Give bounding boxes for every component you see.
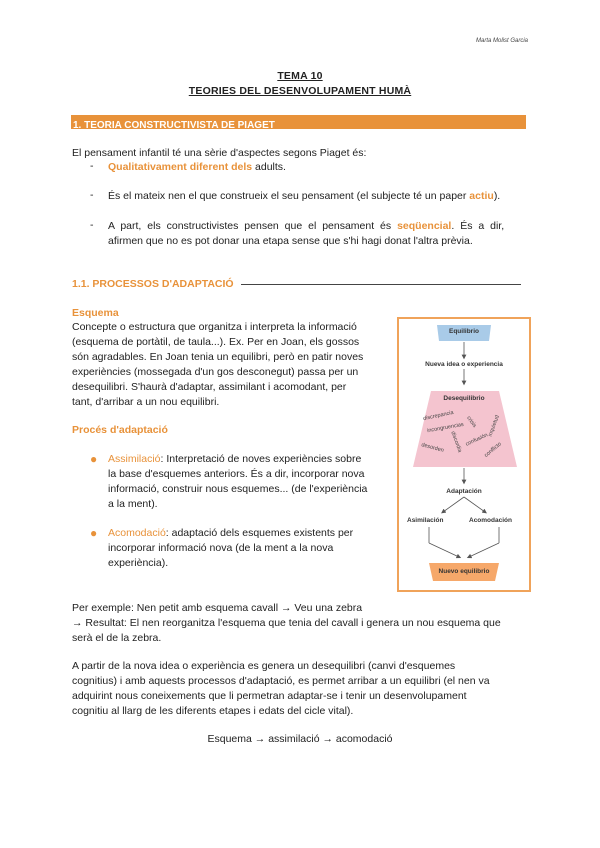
esquema-heading: Esquema	[72, 307, 119, 319]
desequilibrio-label: Desequilibrio	[443, 395, 485, 402]
author-name: Marta Molist Garcia	[475, 38, 528, 44]
aspect-2-end: ).	[493, 190, 501, 202]
summary-line: Esquema → assimilació → acomodació	[207, 733, 393, 745]
adaptation-diagram	[397, 317, 531, 592]
section-heading: 1. TEORIA CONSTRUCTIVISTA DE PIAGET	[73, 120, 275, 131]
bullet-dot: ●	[90, 452, 98, 466]
esquema-line: són agradables. En Joan tenia un equilibri, però en patir noves	[72, 351, 364, 363]
arrow	[429, 543, 459, 557]
dash-bullet: -	[90, 219, 94, 231]
esquema-line: tant, d'arribar a un nou equilibri.	[72, 396, 220, 408]
word-crisis: crisis	[465, 415, 478, 429]
acomodacio-line1	[108, 526, 387, 541]
conclusion-line: cognitiu al llarg de les diferents etapes i edats del cicle vital).	[72, 705, 354, 717]
section-heading-bar	[71, 115, 526, 129]
assimilacio-line1	[108, 452, 387, 467]
assimilacio-term: Assimilació	[108, 453, 161, 465]
adaptacion-label: Adaptación	[446, 488, 482, 495]
arrow	[443, 497, 464, 512]
example-line: serà el de la zebra.	[72, 632, 162, 644]
word-inquietud: inquietud	[487, 414, 501, 438]
esquema-line: Concepte o estructura que organitza i interpreta la informació	[72, 321, 357, 333]
page-title: TEORIES DEL DESENVOLUPAMENT HUMÀ	[188, 85, 412, 97]
equilibrio-label: Equilibrio	[449, 328, 479, 335]
nueva-idea-label: Nueva idea o experiencia	[425, 361, 503, 368]
assimilacio-line: la base d'esquemes anteriors. És a dir, incorporar nova	[108, 468, 365, 480]
word-discordia: discordia	[449, 430, 463, 454]
asimilacion-label: Asimilación	[407, 517, 444, 524]
word-conflicto: conflicto	[483, 441, 503, 459]
aspect-2-highlight: actiu	[469, 190, 494, 202]
aspect-1-highlight: Qualitativament diferent dels	[108, 161, 253, 173]
intro-text: El pensament infantil té una sèrie d'aspectes segons Piaget és:	[72, 147, 367, 159]
example-line: → Resultat: El nen reorganitza l'esquema que tenia del cavall i genera un nou esquema que	[72, 617, 501, 629]
heading-rule	[241, 284, 521, 285]
conclusion-line: cognitius) i amb aquests processos d'adaptació, es permet arribar a un equilibri (el nen va	[72, 675, 490, 687]
aspect-3-line2: afirmen que no es pot donar una etapa sense que s'hi hagi donat l'altra prèvia.	[108, 235, 473, 247]
aspect-3-text: A part, els constructivistes pensen que el pensament és	[108, 220, 398, 232]
example-line: Per exemple: Nen petit amb esquema cavall → Veu una zebra	[72, 602, 363, 614]
dash-bullet: -	[90, 189, 94, 201]
aspect-3-highlight: seqüencial	[397, 220, 452, 232]
arrow	[469, 543, 499, 557]
aspect-3-text-end: . És a dir,	[451, 220, 505, 232]
esquema-line: experiències (mossegada d'un gos desconegut) passa per un	[72, 366, 359, 378]
acomodacio-line: experiència).	[108, 557, 169, 569]
aspect-1	[108, 160, 286, 175]
acomodacion-label: Acomodación	[469, 517, 512, 524]
word-desorden: desorden	[420, 442, 445, 454]
conclusion-line: A partir de la nova idea o experiència es genera un desequilibri (canvi d'esquemes	[72, 660, 456, 672]
proces-heading: Procés d'adaptació	[72, 424, 168, 436]
aspect-3-line1	[108, 219, 526, 234]
acomodacio-term: Acomodació	[108, 527, 166, 539]
acomodacio-def: : adaptació dels esquemes existents per	[165, 527, 354, 539]
conclusion-line: adquirint nous coneixements que li permetran adaptar-se i tenir un desenvolupament	[72, 690, 467, 702]
aspect-2-text: És el mateix nen el que construeix el seu pensament (el subjecte té un paper	[108, 190, 470, 202]
word-discrepancia: discrepancia	[422, 409, 455, 423]
dash-bullet: -	[90, 160, 94, 172]
acomodacio-line: incorporar informació nova (de la ment a la nova	[108, 542, 334, 554]
word-incongruencias: incongruencias	[426, 421, 465, 435]
diagram-svg	[399, 319, 529, 590]
subsection-heading-row	[72, 278, 527, 290]
esquema-line: (esquema de portàtil, de taula...). Ex. Per en Joan, els gossos	[72, 336, 360, 348]
assimilacio-line: a la ment).	[108, 498, 158, 510]
arrow	[464, 497, 485, 512]
word-confusion: confusión	[464, 432, 489, 448]
esquema-line: desequilibri. S'haurà d'adaptar, assimilant i acomodant, per	[72, 381, 347, 393]
assimilacio-line: informació, construir nous esquemes... (de l'experiència	[108, 483, 368, 495]
aspect-1-rest: adults.	[252, 161, 286, 173]
nuevo-equilibrio-label: Nuevo equilibrio	[438, 568, 490, 575]
bullet-dot: ●	[90, 526, 98, 540]
aspect-2	[108, 189, 500, 204]
subsection-heading: 1.1. PROCESSOS D'ADAPTACIÓ	[72, 278, 234, 290]
assimilacio-def: : Interpretació de noves experiències sobre	[160, 453, 362, 465]
topic-number: TEMA 10	[277, 70, 323, 82]
